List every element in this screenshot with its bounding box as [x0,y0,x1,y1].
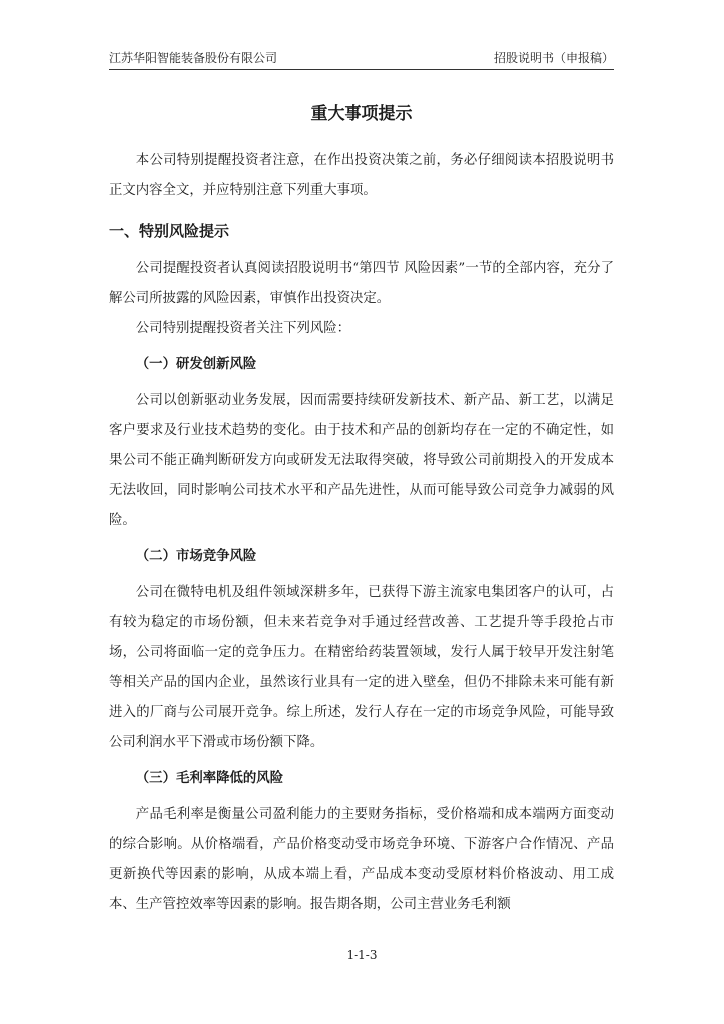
section-heading-special-risks: 一、特别风险提示 [109,222,230,240]
subheading-gross-margin-risk: （三）毛利率降低的风险 [135,771,284,786]
market-competition-risk-text: 公司在微特电机及组件领域深耕多年，已获得下游主流家电集团客户的认可，占有较为稳定的市场份额，但未来若竞争对手通过经营改善、工艺提升等手段抢占市场，公司将面临一定的竞争压力。在精密给药装置领域，发行人属于较早开发注射笔等相关产品的国内企业，虽然该行业具有一定的进入壁垒，但仍不排除未来可能有新进入的厂商与公司展开竞争。综上所述，发行人存在一定的市场竞争风险，可能导致公司利润水平下滑或市场份额下降。 [109,585,614,750]
subheading-market-competition-risk: （二）市场竞争风险 [135,549,257,564]
intro-paragraph: 本公司特别提醒投资者注意，在作出投资决策之前，务必仔细阅读本招股说明书正文内容全文，并应特别注意下列重大事项。 [109,153,614,198]
header-document-type: 招股说明书（申报稿） [493,51,614,65]
section1-paragraph-2: 公司特别提醒投资者关注下列风险： [135,321,351,336]
subheading-rd-innovation-risk: （一）研发创新风险 [135,357,257,372]
rd-innovation-risk-text: 公司以创新驱动业务发展，因而需要持续研发新技术、新产品、新工艺，以满足客户要求及行业技术趋势的变化。由于技术和产品的创新均存在一定的不确定性，如果公司不能正确判断研发方向或研发无法取得突破，将导致公司前期投入的开发成本无法收回，同时影响公司技术水平和产品先进性，从而可能导致公司竞争力减弱的风险。 [109,393,614,528]
header-company-name: 江苏华阳智能装备股份有限公司 [109,51,278,65]
section1-paragraph-1: 公司提醒投资者认真阅读招股说明书“第四节 风险因素”一节的全部内容，充分了解公司所披露的风险因素，审慎作出投资决定。 [109,261,614,306]
page-content [109,100,614,920]
header-divider [109,69,614,70]
page-title: 重大事项提示 [310,104,413,124]
page-header [109,50,614,66]
gross-margin-risk-text: 产品毛利率是衡量公司盈利能力的主要财务指标，受价格端和成本端两方面变动的综合影响。从价格端看，产品价格变动受市场竞争环境、下游客户合作情况、产品更新换代等因素的影响，从成本端上看，产品成本变动受原材料价格波动、用工成本、生产管控效率等因素的影响。报告期各期，公司主营业务毛利额 [109,807,614,912]
page-number: 1-1-3 [346,948,378,962]
